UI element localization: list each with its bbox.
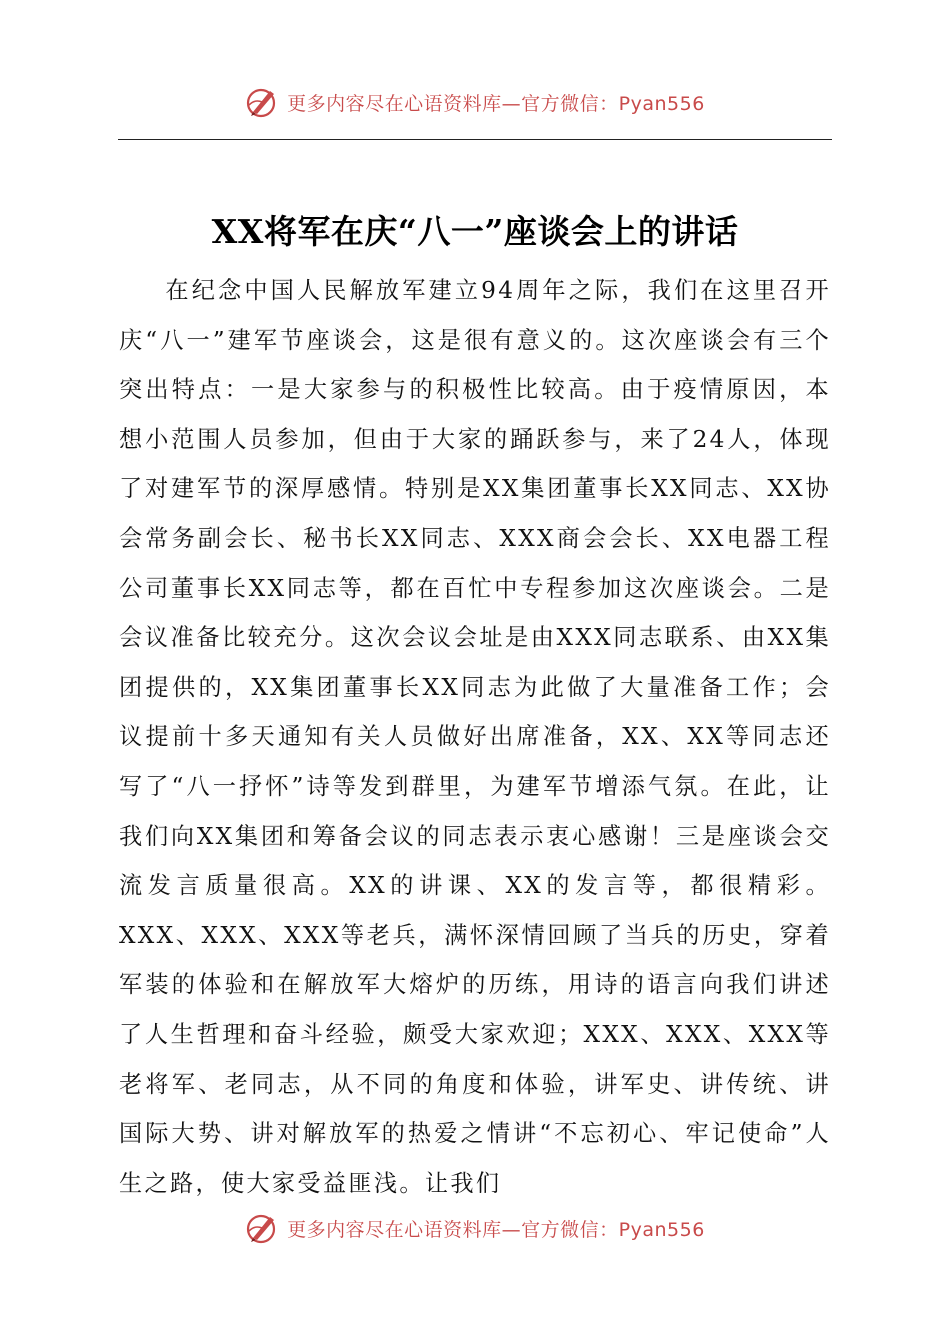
footer-banner-text: 更多内容尽在心语资料库—官方微信：Pyan556 — [287, 1218, 705, 1241]
header-banner-text: 更多内容尽在心语资料库—官方微信：Pyan556 — [287, 92, 705, 115]
pen-in-circle-icon — [245, 1211, 279, 1245]
pen-in-circle-icon — [245, 85, 279, 119]
document-title: XX将军在庆“八一”座谈会上的讲话 — [211, 212, 739, 252]
body-paragraph: 在纪念中国人民解放军建立94周年之际，我们在这里召开庆“八一”建军节座谈会，这是很有意义的。这次座谈会有三个突出特点：一是大家参与的积极性比较高。由于疫情原因，本想小范围人员参加，但由于大家的踊跃参与，来了24人，体现了对建军节的深厚感情。特别是XX集团董事长XX同志、XX协会常务副会长、秘书长XX同志、XXX商会会长、XX电器工程公司董事长XX同志等，都在百忙中专程参加这次座谈会。二是会议准备比较充分。这次会议会址是由XXX同志联系、由XX集团提供的，XX集团董事长XX同志为此做了大量准备工作；会议提前十多天通知有关人员做好出席准备，XX、XX等同志还写了“八一抒怀”诗等发到群里，为建军节增添气氛。在此，让我们向XX集团和筹备会议的同志表示衷心感谢！三是座谈会交流发言质量很高。XX的讲课、XX的发言等，都很精彩。XXX、XXX、XXX等老兵，满怀深情回顾了当兵的历史，穿着军装的体验和在解放军大熔炉的历练，用诗的语言向我们讲述了人生哲理和奋斗经验，颇受大家欢迎；XXX、XXX、XXX等老将军、老同志，从不同的角度和体验，讲军史、讲传统、讲国际大势、讲对解放军的热爱之情讲“不忘初心、牢记使命”人生之路，使大家受益匪浅。让我们 — [119, 277, 831, 1197]
footer-banner — [0, 1208, 950, 1248]
header-banner — [0, 82, 950, 122]
header-divider — [118, 139, 832, 140]
